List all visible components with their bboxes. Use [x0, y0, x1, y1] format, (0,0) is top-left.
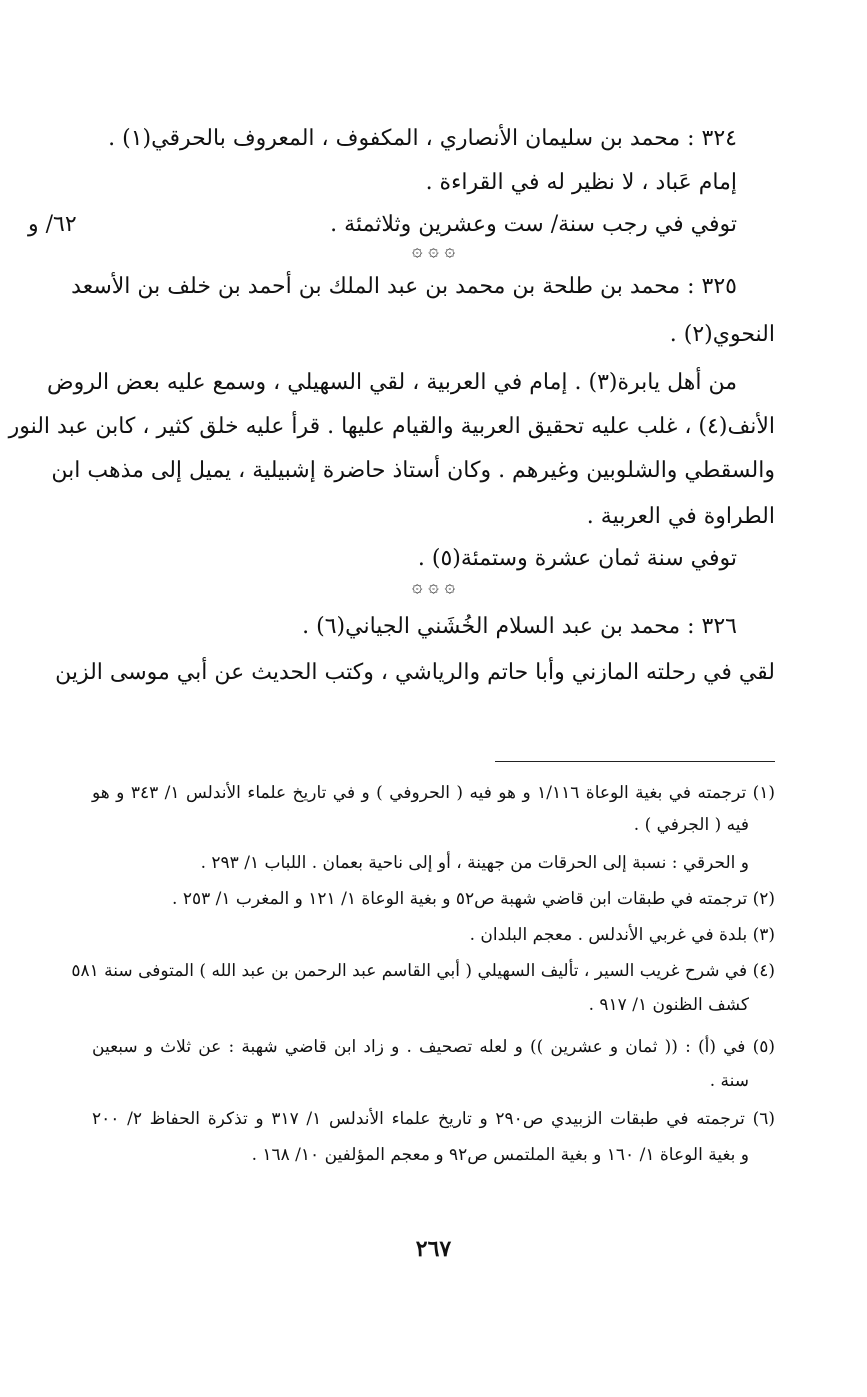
entry-325-line: النحوي(٢) . [669, 322, 775, 347]
entry-324-heading: ٣٢٤ : محمد بن سليمان الأنصاري ، المكفوف ، المعروف بالحرقي(١) . [108, 126, 737, 151]
footnote-5-cont: سنة . [709, 1071, 749, 1091]
entry-325-heading: ٣٢٥ : محمد بن طلحة بن محمد بن عبد الملك بن أحمد بن خلف بن الأسعد [71, 274, 737, 299]
footnote-1: (١) ترجمته في بغية الوعاة ١/١١٦ و هو فيه ( الحروفي ) و في تاريخ علماء الأندلس ١/ ٣٤٣ و هو [92, 783, 776, 803]
footnote-2: (٢) ترجمته في طبقات ابن قاضي شهبة ص٥٢ و بغية الوعاة ١/ ١٢١ و المغرب ١/ ٢٥٣ . [172, 889, 775, 909]
footnote-4-cont: كشف الظنون ١/ ٩١٧ . [588, 995, 749, 1015]
entry-325-line: توفي سنة ثمان عشرة وستمئة(٥) . [417, 546, 737, 571]
footnote-6-cont: و بغية الوعاة ١/ ١٦٠ و بغية الملتمس ص٩٢ و معجم المؤلفين ١٠/ ١٦٨ . [251, 1145, 749, 1165]
footnote-3: (٣) بلدة في غربي الأندلس . معجم البلدان . [469, 925, 775, 945]
entry-325-line: والسقطي والشلوبين وغيرهم . وكان أستاذ حاضرة إشبيلية ، يميل إلى مذهب ابن [51, 458, 775, 483]
entry-324-line: إمام عَباد ، لا نظير له في القراءة . [425, 170, 737, 195]
section-separator: ۞ ۞ ۞ [411, 576, 456, 597]
entry-325-line: الطراوة في العربية . [586, 504, 775, 529]
footnote-5: (٥) في (أ) : (( ثمان و عشرين )) و لعله تصحيف . و زاد ابن قاضي شهبة : عن ثلاث و سبعين [92, 1037, 775, 1057]
entry-324-line: توفي في رجب سنة/ ست وعشرين وثلاثمئة . [330, 212, 737, 237]
entry-325-line: من أهل يابرة(٣) . إمام في العربية ، لقي السهيلي ، وسمع عليه بعض الروض [46, 370, 737, 395]
page-number: ٢٦٧ [415, 1236, 452, 1262]
footnote-6: (٦) ترجمته في طبقات الزبيدي ص٢٩٠ و تاريخ علماء الأندلس ١/ ٣١٧ و تذكرة الحفاظ ٢/ ٢٠٠ [92, 1109, 775, 1129]
footnote-1-note: و الحرقي : نسبة إلى الحرقات من جهينة ، أو إلى ناحية بعمان . اللباب ١/ ٢٩٣ . [200, 853, 749, 873]
entry-326-heading: ٣٢٦ : محمد بن عبد السلام الخُشَني الجياني(٦) . [302, 614, 737, 639]
entry-325-line: الأنف(٤) ، غلب عليه تحقيق العربية والقيام عليها . قرأ عليه خلق كثير ، كابن عبد النور [8, 414, 775, 439]
manuscript-folio-note: ٦٢/ و [28, 212, 77, 237]
entry-326-line: لقي في رحلته المازني وأبا حاتم والرياشي ، وكتب الحديث عن أبي موسى الزين [55, 660, 775, 685]
footnote-rule [495, 761, 775, 762]
footnote-1-cont: فيه ( الجرفي ) . [633, 815, 749, 835]
footnote-4: (٤) في شرح غريب السير ، تأليف السهيلي ( أبي القاسم عبد الرحمن بن عبد الله ) المتوفى سنة ٥٨١ [71, 961, 775, 981]
section-separator: ۞ ۞ ۞ [411, 240, 456, 261]
